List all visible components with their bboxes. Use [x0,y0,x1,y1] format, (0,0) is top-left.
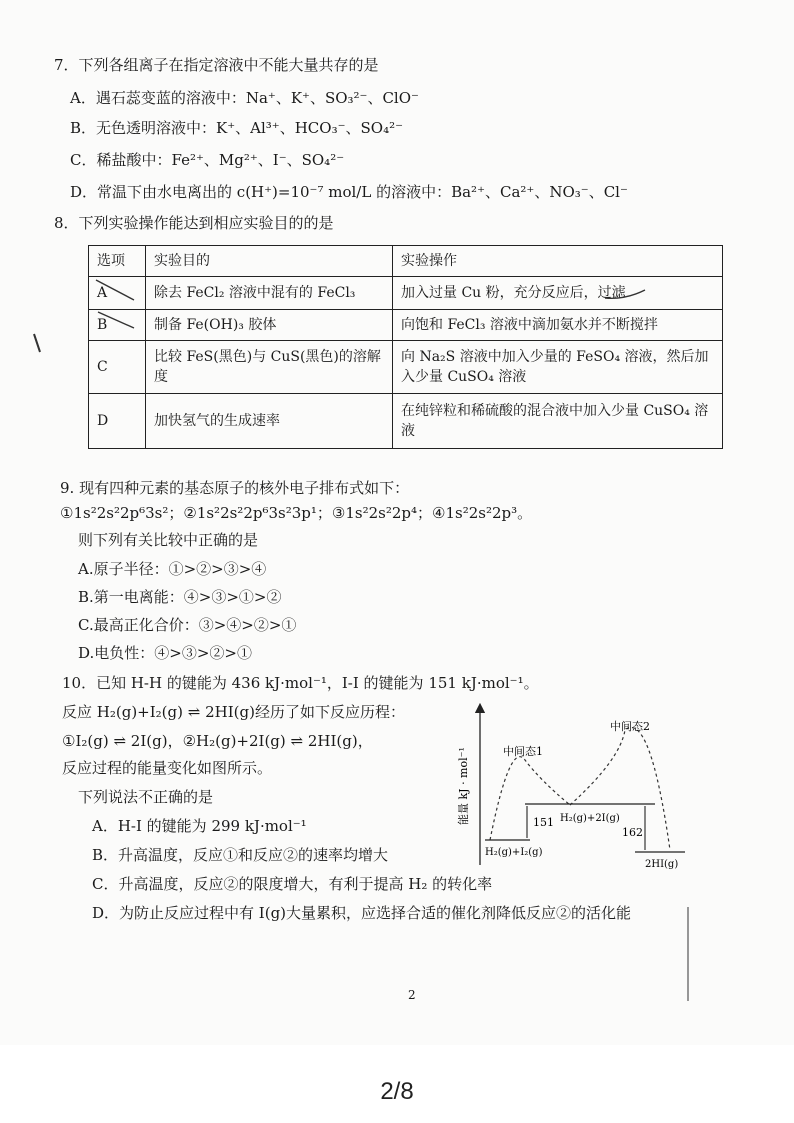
q10-option-d: D．为防止反应过程中有 I(g)大量累积，应选择合适的催化剂降低反应②的活化能 [92,904,632,922]
header-purpose: 实验目的 [146,246,393,277]
q8-stem: 8．下列实验操作能达到相应实验目的的是 [54,214,334,232]
q10-option-c: C．升高温度，反应②的限度增大，有利于提高 H₂ 的转化率 [92,875,493,893]
handwritten-marks [90,270,740,330]
q10-question: 下列说法不正确的是 [78,788,214,806]
q7-stem: 7．下列各组离子在指定溶液中不能大量共存的是 [54,56,379,74]
end-level-label: 2HI(g) [645,859,679,870]
q10-steps: ①I₂(g) ⇌ 2I(g)，②H₂(g)+2I(g) ⇌ 2HI(g)， [62,732,373,750]
q10-figure-note: 反应过程的能量变化如图所示。 [62,759,273,777]
header-operation: 实验操作 [393,246,723,277]
row-operation: 在纯锌粒和稀硫酸的混合液中加入少量 CuSO₄ 溶液 [393,394,723,449]
q9-option-a: A.原子半径：①>②>③>④ [78,560,267,578]
row-option: D [89,394,146,449]
row-operation: 向 Na₂S 溶液中加入少量的 FeSO₄ 溶液，然后加入少量 CuSO₄ 溶液 [393,341,723,394]
q10-option-b: B．升高温度，反应①和反应②的速率均增大 [92,846,389,864]
row-option: B [89,310,146,341]
row-option: A [89,277,146,310]
row-option: C [89,341,146,394]
margin-pen-line [682,905,694,1005]
row-operation: 加入过量 Cu 粉，充分反应后，过滤 [393,277,723,310]
table-row [89,394,723,449]
curve-step-2 [570,728,670,851]
q9-option-b: B.第一电离能：④>③>①>② [78,588,282,606]
row-purpose: 制备 Fe(OH)₃ 胶体 [146,310,393,341]
stray-pen-mark [30,330,50,360]
page-indicator: 2/8 [380,1078,414,1105]
row-purpose: 加快氢气的生成速率 [146,394,393,449]
q7-option-a: A．遇石蕊变蓝的溶液中：Na⁺、K⁺、SO₃²⁻、ClO⁻ [70,89,419,107]
q10-option-a: A．H-I 的键能为 299 kJ·mol⁻¹ [92,817,307,835]
q9-stem: 9. 现有四种元素的基态原子的核外电子排布式如下： [60,479,410,497]
header-option: 选项 [89,246,146,277]
energy-diagram [455,700,695,880]
intermediate-2-label: 中间态2 [610,720,650,733]
q7-option-d: D．常温下由水电离出的 c(H⁺)=10⁻⁷ mol/L 的溶液中：Ba²⁺、Ca²⁺、NO₃⁻、Cl⁻ [70,183,628,201]
q10-stem: 10．已知 H-H 的键能为 436 kJ·mol⁻¹，I-I 的键能为 151 kJ·mol⁻¹。 [62,674,539,692]
intermediate-1-label: 中间态1 [503,745,543,758]
row-operation: 向饱和 FeCl₃ 溶液中滴加氨水并不断搅拌 [393,310,723,341]
row-purpose: 比较 FeS(黑色)与 CuS(黑色)的溶解度 [146,341,393,394]
page-number: 2 [408,988,416,1002]
gap-1-label: 151 [533,816,554,829]
middle-level-label: H₂(g)+2I(g) [560,813,620,824]
q7-option-b: B．无色透明溶液中：K⁺、Al³⁺、HCO₃⁻、SO₄²⁻ [70,119,404,137]
row-purpose: 除去 FeCl₂ 溶液中混有的 FeCl₃ [146,277,393,310]
y-axis-label: 能量 kJ · mol⁻¹ [457,747,470,825]
q9-option-d: D.电负性：④>③>②>① [78,644,252,662]
q10-reaction: 反应 H₂(g)+I₂(g) ⇌ 2HI(g)经历了如下反应历程： [62,703,405,721]
table-row [89,341,723,394]
q9-configs: ①1s²2s²2p⁶3s²；②1s²2s²2p⁶3s²3p¹；③1s²2s²2p⁴；④1s²2s²2p³。 [60,504,533,522]
q7-option-c: C．稀盐酸中：Fe²⁺、Mg²⁺、I⁻、SO₄²⁻ [70,151,345,169]
q9-option-c: C.最高正化合价：③>④>②>① [78,616,297,634]
curve-step-1 [490,757,570,840]
q9-question: 则下列有关比较中正确的是 [78,531,259,549]
start-level-label: H₂(g)+I₂(g) [485,847,543,858]
gap-2-label: 162 [622,826,643,839]
